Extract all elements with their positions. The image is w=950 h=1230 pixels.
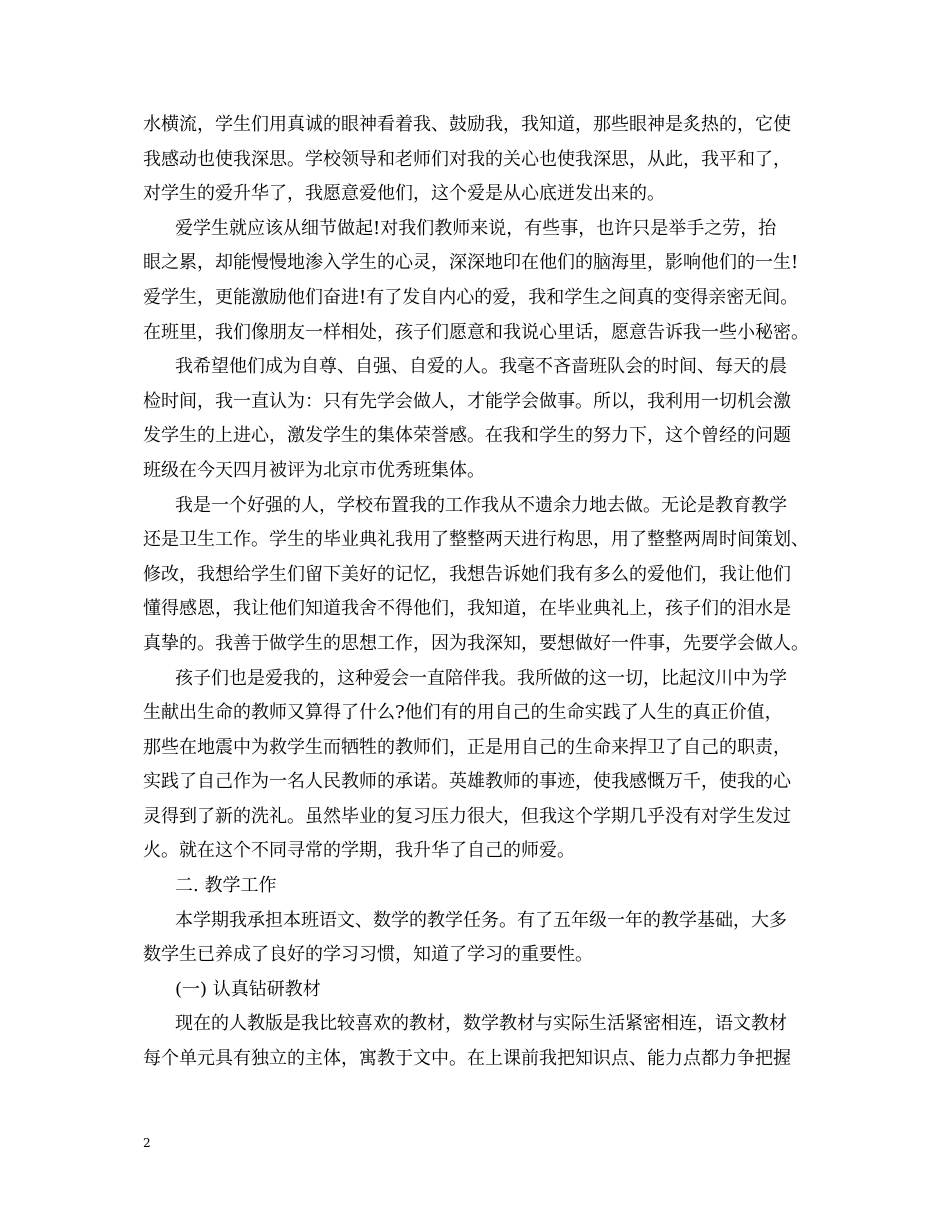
text-line: 眼之累，却能慢慢地渗入学生的心灵，深深地印在他们的脑海里，影响他们的一生!: [143, 252, 799, 274]
text-line: 数学生已养成了良好的学习习惯，知道了学习的重要性。: [143, 944, 593, 966]
text-line: 水横流，学生们用真诚的眼神看着我、鼓励我，我知道，那些眼神是炙热的，它使: [143, 114, 791, 135]
text-line: 检时间，我一直认为：只有先学会做人，才能学会做事。所以，我利用一切机会激: [143, 390, 791, 412]
paragraph-start-line: 我希望他们成为自尊、自强、自爱的人。我毫不吝啬班队会的时间、每天的晨: [175, 356, 787, 378]
text-line: 火。就在这个不同寻常的学期，我升华了自己的师爱。: [143, 840, 575, 862]
paragraph-start-line: 现在的人教版是我比较喜欢的教材，数学教材与实际生活紧密相连，语文教材: [175, 1013, 787, 1035]
subsection-heading: (一) 认真钻研教材: [175, 978, 321, 1000]
text-line: 真挚的。我善于做学生的思想工作，因为我深知，要想做好一件事，先要学会做人。: [143, 632, 809, 654]
text-line: 爱学生，更能激励他们奋进!有了发自内心的爱，我和学生之间真的变得亲密无间。: [143, 286, 799, 308]
text-line: 实践了自己作为一名人民教师的承诺。英雄教师的事迹，使我感慨万千，使我的心: [143, 771, 791, 793]
text-line: 生献出生命的教师又算得了什么?他们有的用自己的生命实践了人生的真正价值，: [143, 702, 783, 724]
text-line: 懂得感恩，我让他们知道我舍不得他们，我知道，在毕业典礼上，孩子们的泪水是: [143, 598, 791, 620]
text-line: 对学生的爱升华了，我愿意爱他们，这个爱是从心底迸发出来的。: [143, 183, 665, 205]
text-line: 班级在今天四月被评为北京市优秀班集体。: [143, 459, 485, 481]
text-line: 在班里，我们像朋友一样相处，孩子们愿意和我说心里话，愿意告诉我一些小秘密。: [143, 321, 809, 343]
paragraph-start-line: 爱学生就应该从细节做起!对我们教师来说，有些事，也许只是举手之劳，抬: [175, 217, 777, 239]
paragraph-start-line: 我是一个好强的人，学校布置我的工作我从不遗余力地去做。无论是教育教学: [175, 494, 787, 516]
section-heading: 二. 教学工作: [175, 875, 277, 897]
text-line: 还是卫生工作。学生的毕业典礼我用了整整两天进行构思，用了整整两周时间策划、: [143, 529, 809, 551]
text-line: 发学生的上进心，激发学生的集体荣誉感。在我和学生的努力下，这个曾经的问题: [143, 425, 791, 447]
page-number: 2: [143, 1136, 151, 1150]
text-line: 我感动也使我深思。学校领导和老师们对我的关心也使我深思，从此，我平和了，: [143, 148, 791, 170]
paragraph-start-line: 本学期我承担本班语文、数学的教学任务。有了五年级一年的教学基础，大多: [175, 909, 787, 931]
text-line: 那些在地震中为救学生而牺牲的教师们，正是用自己的生命来捍卫了自己的职责，: [143, 736, 791, 758]
text-line: 灵得到了新的洗礼。虽然毕业的复习压力很大，但我这个学期几乎没有对学生发过: [143, 805, 791, 827]
document-body: [143, 108, 815, 1077]
paragraph-start-line: 孩子们也是爱我的，这种爱会一直陪伴我。我所做的这一切，比起汶川中为学: [175, 667, 787, 689]
text-line: 修改，我想给学生们留下美好的记忆，我想告诉她们我有多么的爱他们，我让他们: [143, 563, 791, 585]
text-line: 每个单元具有独立的主体，寓教于文中。在上课前我把知识点、能力点都力争把握: [143, 1048, 791, 1070]
